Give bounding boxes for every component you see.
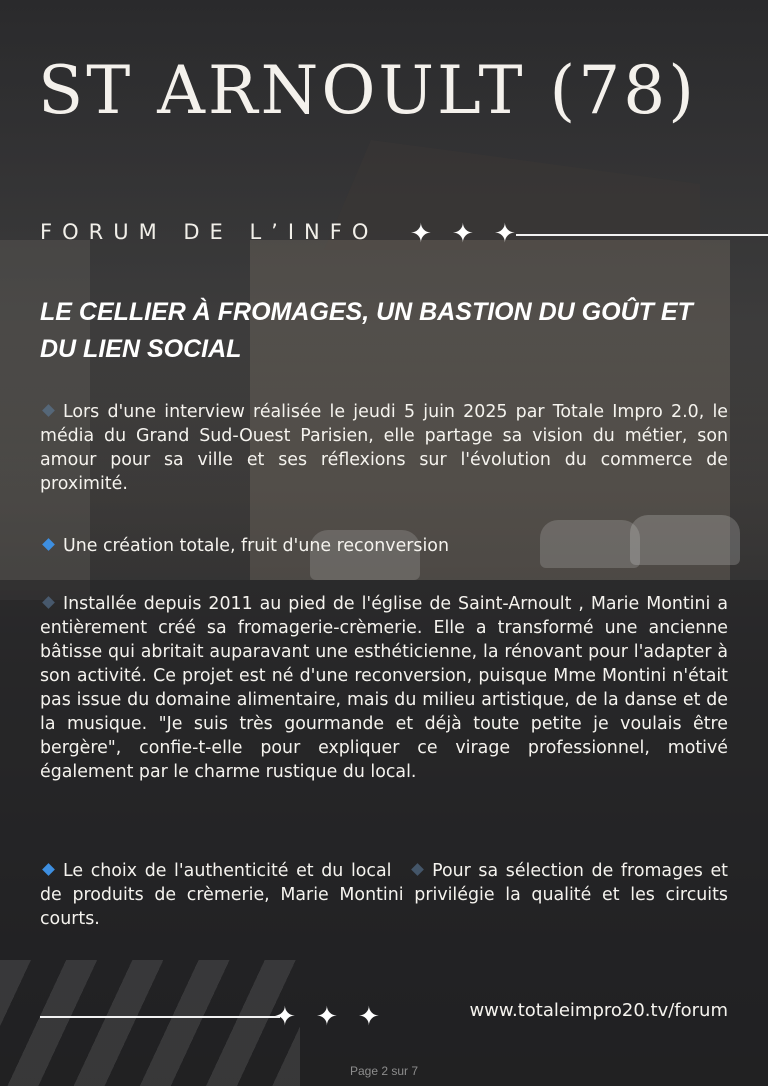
divider-line — [516, 234, 768, 236]
bullet-diamond-icon — [42, 404, 55, 417]
section-label-row — [40, 218, 768, 248]
section1-heading-text: Une création totale, fruit d'une reconversion — [63, 536, 449, 556]
section2-heading-text: Le choix de l'authenticité et du local — [63, 861, 392, 881]
sparkle-icon: ✦ — [494, 219, 516, 249]
section-label: FORUM DE L’INFO — [40, 220, 379, 244]
town-title: ST ARNOULT (78) — [38, 52, 697, 129]
sparkle-icon: ✦ — [452, 219, 474, 249]
section1-body — [40, 592, 728, 784]
section2-body-text: Pour sa sélection de fromages et de produits de crèmerie, Marie Montini privilégie la qualité et les circuits courts. — [40, 861, 728, 929]
article-headline: LE CELLIER À FROMAGES, UN BASTION DU GOÛT ET DU LIEN SOCIAL — [40, 298, 693, 363]
sparkle-icon: ✦ — [316, 1002, 338, 1032]
website-link[interactable]: www.totaleimpro20.tv/forum — [469, 1000, 728, 1021]
bullet-diamond-icon — [411, 863, 424, 876]
bullet-diamond-icon — [42, 863, 55, 876]
section1-body-text: Installée depuis 2011 au pied de l'église de Saint-Arnoult , Marie Montini a entièrement créé sa fromagerie-crèmerie. Elle a transformé une ancienne bâtisse qui abritait auparavant une esthéticienne, la rénovant pour l'adapter à son activité. Ce projet est né d'une reconversion, puisque Mme Montini n'était pas issue du domaine alimentaire, mais du milieu artistique, de la danse et de la musique. "Je suis très gourmande et déjà toute petite je voulais être bergère", confie-t-elle pour expliquer ce virage professionnel, motivé également par le charme rustique du local. — [40, 594, 728, 782]
page-number: Page 2 sur 7 — [349, 1064, 419, 1078]
article-intro-text: Lors d'une interview réalisée le jeudi 5 juin 2025 par Totale Impro 2.0, le média du Grand Sud-Ouest Parisien, elle partage sa vision du métier, son amour pour sa ville et ses réflexions sur l'évolution du commerce de proximité. — [40, 402, 728, 494]
sparkle-icon: ✦ — [410, 219, 432, 249]
sparkle-icon: ✦ — [358, 1002, 380, 1032]
sparkle-icon: ✦ — [274, 1002, 296, 1032]
footer-divider-line — [40, 1016, 280, 1018]
section2-paragraph — [40, 859, 728, 931]
bullet-diamond-icon — [42, 596, 55, 609]
section1-heading — [40, 534, 728, 558]
article-intro — [40, 400, 728, 496]
bullet-diamond-icon — [42, 538, 55, 551]
